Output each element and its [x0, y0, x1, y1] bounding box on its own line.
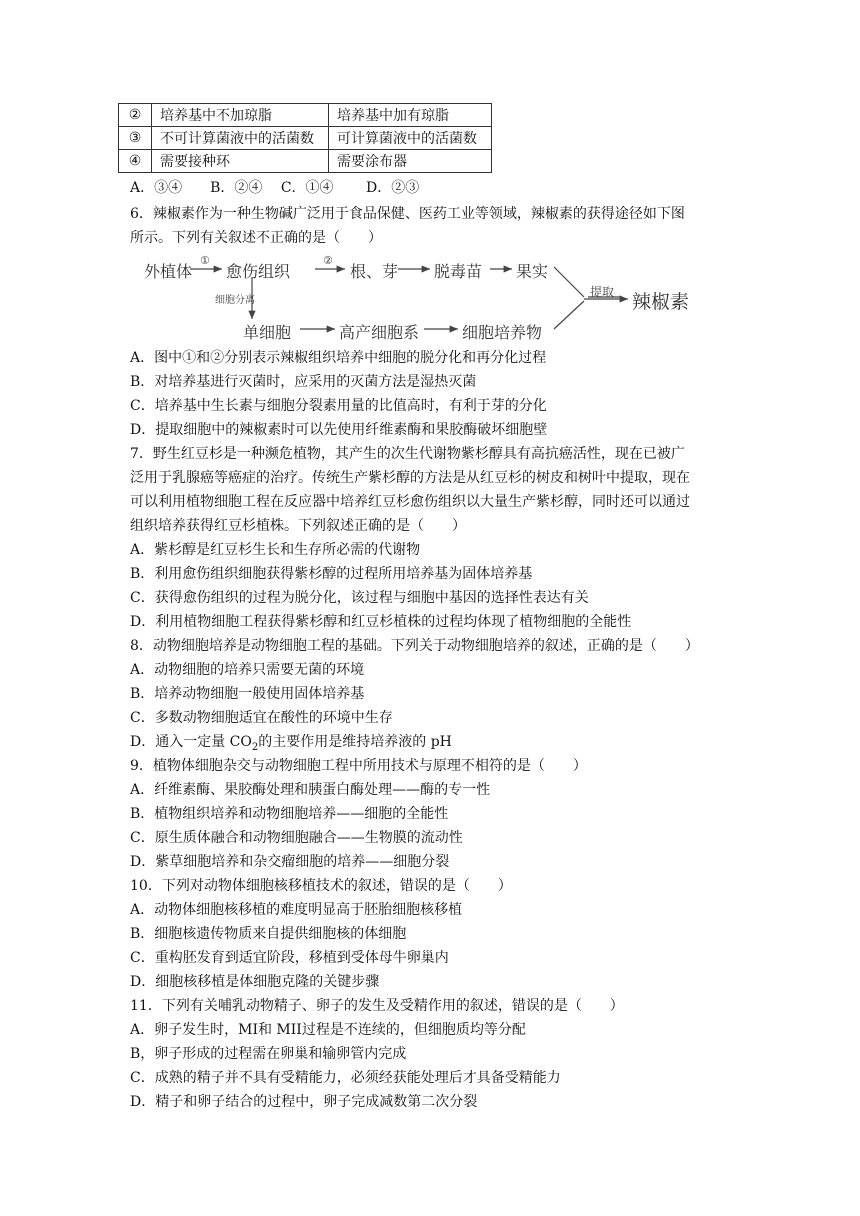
- q7-option-c: C．获得愈伤组织的过程为脱分化，该过程与细胞中基因的选择性表达有关: [130, 590, 589, 606]
- q11-option-d: D．精子和卵子结合的过程中，卵子完成减数第二次分裂: [130, 1094, 478, 1110]
- q7-stem-2: 泛用于乳腺癌等癌症的治疗。传统生产紫杉醇的方法是从红豆杉的树皮和树叶中提取，现在: [130, 470, 690, 486]
- q10-option-c: C．重构胚发育到适宜阶段，移植到受体母牛卵巢内: [130, 950, 449, 966]
- q7-stem-1: 7．野生红豆杉是一种濒危植物，其产生的次生代谢物紫杉醇具有高抗癌活性，现在已被广: [130, 446, 685, 462]
- node-cell-culture: 细胞培养物: [462, 323, 543, 342]
- q11-option-a: A．卵子发生时，MI和 MII过程是不连续的，但细胞质均等分配: [130, 1022, 526, 1038]
- q9-option-d: D．紫草细胞培养和杂交瘤细胞的培养——细胞分裂: [130, 854, 450, 870]
- cell: 可计算菌液中的活菌数: [329, 127, 492, 150]
- q6-option-b: B．对培养基进行灭菌时，应采用的灭菌方法是湿热灭菌: [130, 374, 477, 390]
- node-callus: 愈伤组织: [226, 262, 291, 281]
- q11-option-b: B，卵子形成的过程需在卵巢和输卵管内完成: [130, 1046, 407, 1062]
- q10-option-b: B．细胞核遗传物质来自提供细胞核的体细胞: [130, 926, 407, 942]
- table-row: [119, 104, 492, 127]
- q6-option-c: C．培养基中生长素与细胞分裂素用量的比值高时，有利于芽的分化: [130, 398, 547, 414]
- q10-option-a: A．动物体细胞核移植的难度明显高于胚胎细胞核移植: [130, 902, 463, 918]
- comparison-table: [118, 103, 492, 173]
- q7-option-d: D．利用植物细胞工程获得紫杉醇和红豆杉植株的过程均体现了植物细胞的全能性: [130, 614, 632, 630]
- row-number: ④: [119, 150, 152, 173]
- row-number: ③: [119, 127, 152, 150]
- q8-option-d-pre: D．通入一定量 CO: [130, 734, 252, 750]
- q11-stem: 11．下列有关哺乳动物精子、卵子的发生及受精作用的叙述，错误的是（ ）: [130, 998, 624, 1014]
- flow-diagram: [140, 253, 740, 345]
- q6-option-d: D．提取细胞中的辣椒素时可以先使用纤维素酶和果胶酶破坏细胞壁: [130, 422, 548, 438]
- cell: 培养基中不加琼脂: [152, 104, 329, 127]
- table-row: [119, 150, 492, 173]
- q7-option-a: A．紫杉醇是红豆杉生长和生存所必需的代谢物: [130, 542, 421, 558]
- extract-label: 提取: [590, 285, 615, 299]
- node-single-cell: 单细胞: [243, 323, 292, 342]
- cell-separation-label: 细胞分离: [215, 295, 255, 306]
- q8-option-d-post: 的主要作用是维持培养液的 pH: [258, 734, 452, 750]
- q9-stem: 9．植物体细胞杂交与动物细胞工程中所用技术与原理不相符的是（ ）: [130, 758, 587, 774]
- q9-option-a: A．纤维素酶、果胶酶处理和胰蛋白酶处理——酶的专一性: [130, 782, 491, 798]
- q8-option-d: [130, 732, 452, 758]
- q7-stem-3: 可以利用植物细胞工程在反应器中培养红豆杉愈伤组织以大量生产紫杉醇，同时还可以通过: [130, 494, 690, 510]
- cell: 培养基中加有琼脂: [329, 104, 492, 127]
- q8-stem: 8．动物细胞培养是动物细胞工程的基础。下列关于动物细胞培养的叙述，正确的是（ ）: [130, 638, 699, 654]
- cell: 不可计算菌液中的活菌数: [152, 127, 329, 150]
- q9-option-c: C．原生质体融合和动物细胞融合——生物膜的流动性: [130, 830, 463, 846]
- row-number: ②: [119, 104, 152, 127]
- node-high-yield-line: 高产细胞系: [339, 323, 420, 342]
- q6-stem-1: 6．辣椒素作为一种生物碱广泛用于食品保健、医药工业等领域，辣椒素的获得途径如下图: [130, 206, 685, 222]
- q5-options: A．③④ B．②④ C．①④ D．②③: [130, 180, 420, 196]
- q9-option-b: B．植物组织培养和动物细胞培养——细胞的全能性: [130, 806, 449, 822]
- q10-stem: 10．下列对动物体细胞核移植技术的叙述，错误的是（ ）: [130, 878, 512, 894]
- node-root-bud: 根、芽: [350, 262, 399, 281]
- q8-option-b: B．培养动物细胞一般使用固体培养基: [130, 686, 365, 702]
- q8-option-c: C．多数动物细胞适宜在酸性的环境中生存: [130, 710, 393, 726]
- q8-option-a: A．动物细胞的培养只需要无菌的环境: [130, 662, 365, 678]
- q7-option-b: B．利用愈伤组织细胞获得紫杉醇的过程所用培养基为固体培养基: [130, 566, 533, 582]
- table-row: [119, 127, 492, 150]
- step-label-1: ①: [200, 254, 210, 267]
- q10-option-d: D．细胞核移植是体细胞克隆的关键步骤: [130, 974, 380, 990]
- node-fruit: 果实: [516, 262, 549, 281]
- q6-stem-2: 所示。下列有关叙述不正确的是（ ）: [130, 230, 382, 246]
- node-explant: 外植体: [144, 262, 193, 281]
- q6-option-a: A．图中①和②分别表示辣椒组织培养中细胞的脱分化和再分化过程: [130, 350, 547, 366]
- node-virus-free: 脱毒苗: [434, 262, 483, 281]
- q7-stem-4: 组织培养获得红豆杉植株。下列叙述正确的是（ ）: [130, 518, 466, 534]
- node-capsaicin: 辣椒素: [632, 291, 690, 313]
- q11-option-c: C．成熟的精子并不具有受精能力，必须经获能处理后才具备受精能力: [130, 1070, 561, 1086]
- cell: 需要涂布器: [329, 150, 492, 173]
- subscript: 2: [251, 741, 259, 753]
- step-label-2: ②: [323, 254, 333, 267]
- cell: 需要接种环: [152, 150, 329, 173]
